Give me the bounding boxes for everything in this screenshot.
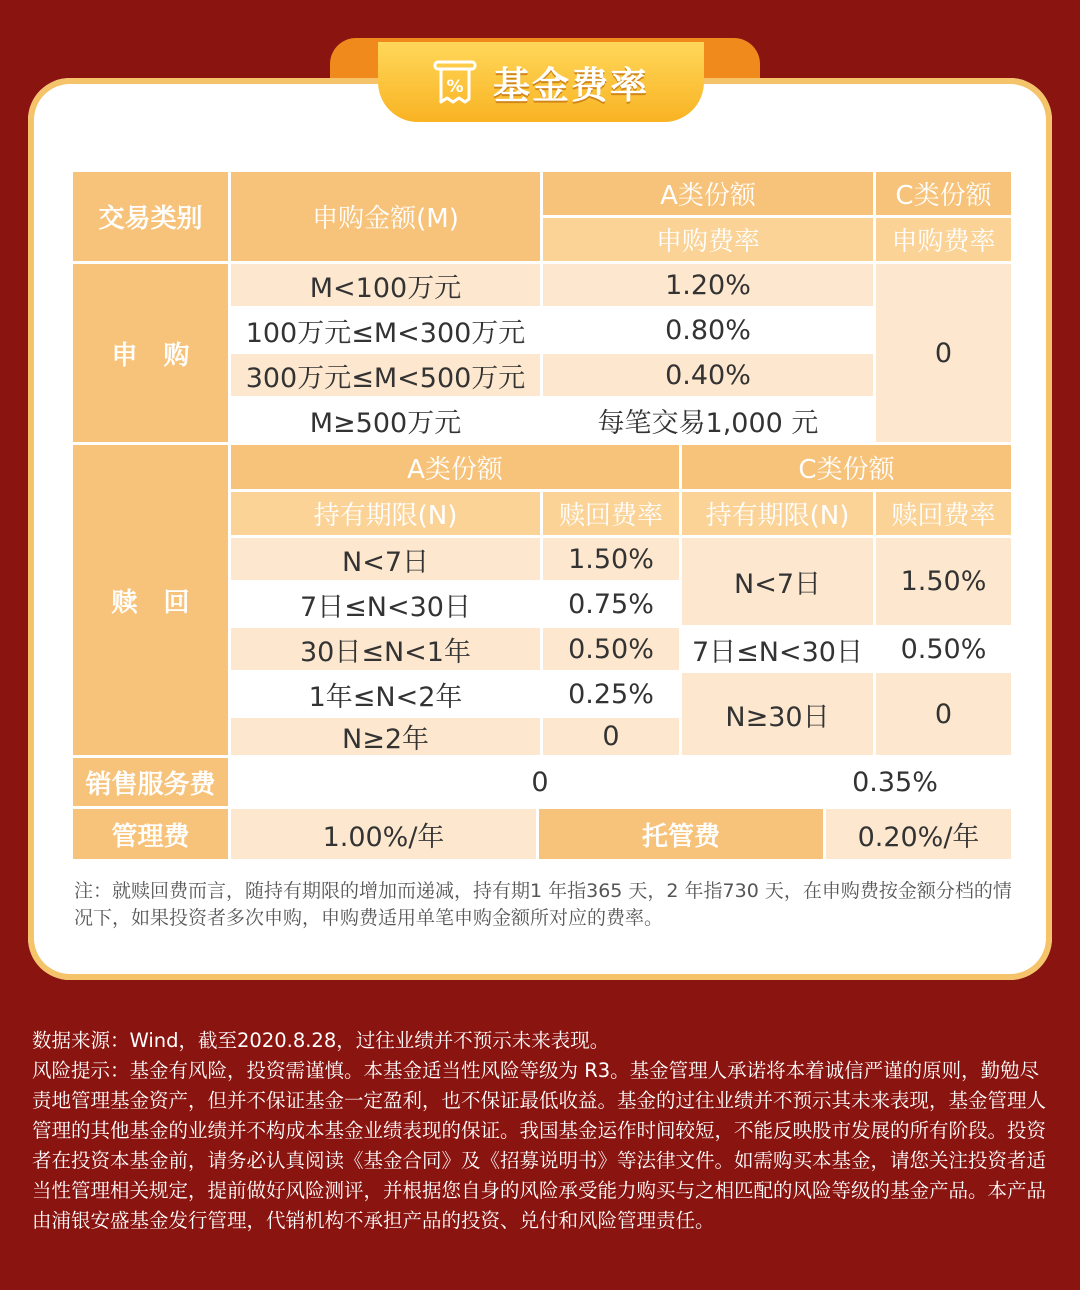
- redeem-header-c-share: C类份额: [682, 445, 1011, 489]
- page-title: 基金费率: [493, 64, 649, 107]
- header-c-share: C类份额: [876, 172, 1011, 215]
- redeem-c-period-cell: N<7日: [682, 538, 873, 625]
- redeem-a-rate-cell: 0.25%: [543, 673, 679, 715]
- redeem-c-period-cell: N≥30日: [682, 673, 873, 755]
- redeem-a-rate-cell: 0.75%: [543, 583, 679, 625]
- header-c-purchase-rate: 申购费率: [876, 218, 1011, 261]
- purchase-a-rate-cell: 0.40%: [543, 354, 873, 396]
- purchase-amount-cell: M≥500万元: [231, 399, 540, 442]
- custody-fee-value: 0.20%/年: [826, 809, 1011, 859]
- purchase-c-rate-cell: 0: [876, 264, 1011, 442]
- svg-text:%: %: [446, 77, 464, 97]
- redeem-a-rate-cell: 1.50%: [543, 538, 679, 580]
- redeem-header-a-period: 持有期限(N): [231, 492, 540, 535]
- purchase-amount-cell: 100万元≤M<300万元: [231, 309, 540, 351]
- redeem-a-period-cell: 7日≤N<30日: [231, 583, 540, 625]
- redeem-a-rate-cell: 0.50%: [543, 628, 679, 670]
- header-trade-type: 交易类别: [73, 172, 228, 261]
- custody-fee-label: 托管费: [539, 809, 823, 859]
- redeem-c-rate-cell: 1.50%: [876, 538, 1011, 625]
- service-fee-a-value: 0: [231, 758, 849, 806]
- title-tab: [378, 42, 704, 122]
- purchase-amount-cell: 300万元≤M<500万元: [231, 354, 540, 396]
- redeem-a-period-cell: N<7日: [231, 538, 540, 580]
- header-purchase-amount: 申购金额(M): [231, 172, 540, 261]
- redeem-c-rate-cell: 0: [876, 673, 1011, 755]
- service-fee-label: 销售服务费: [73, 758, 228, 806]
- redeem-a-period-cell: 1年≤N<2年: [231, 673, 540, 715]
- purchase-a-rate-cell: 1.20%: [543, 264, 873, 306]
- redeem-a-rate-cell: 0: [543, 718, 679, 755]
- management-fee-value: 1.00%/年: [231, 809, 536, 859]
- risk-warning-text: 风险提示：基金有风险，投资需谨慎。本基金适当性风险等级为 R3。基金管理人承诺将本着诚信严谨的原则，勤勉尽责地管理基金资产，但并不保证基金一定盈利，也不保证最低收益。基金的过往业绩并不预示其未来表现，基金管理人管理的其他基金的业绩并不构成本基金业绩表现的保证。我国基金运作时间较短，不能反映股市发展的所有阶段。投资者在投资本基金前，请务必认真阅读《基金合同》及《招募说明书》等法律文件。如需购买本基金，请您关注投资者适当性管理相关规定，提前做好风险测评，并根据您自身的风险承受能力购买与之相匹配的风险等级的基金产品。本产品由浦银安盛基金发行管理，代销机构不承担产品的投资、兑付和风险管理责任。: [32, 1059, 1047, 1232]
- purchase-amount-cell: M<100万元: [231, 264, 540, 306]
- purchase-label: 申 购: [73, 264, 228, 442]
- redeem-header-c-rate: 赎回费率: [876, 492, 1011, 535]
- redeem-header-a-rate: 赎回费率: [543, 492, 679, 535]
- data-source-text: 数据来源：Wind，截至2020.8.28，过往业绩并不预示未来表现。: [32, 1029, 610, 1052]
- redeem-c-period-cell: 7日≤N<30日: [682, 628, 873, 670]
- purchase-a-rate-cell: 每笔交易1,000 元: [543, 399, 873, 442]
- redeem-c-rate-cell: 0.50%: [876, 628, 1011, 670]
- purchase-a-rate-cell: 0.80%: [543, 309, 873, 351]
- redeem-a-period-cell: N≥2年: [231, 718, 540, 755]
- management-fee-label: 管理费: [73, 809, 228, 859]
- redeem-a-period-cell: 30日≤N<1年: [231, 628, 540, 670]
- redeem-label: 赎 回: [73, 445, 228, 755]
- header-a-share: A类份额: [543, 172, 873, 215]
- fee-note: 注：就赎回费而言，随持有期限的增加而递减，持有期1 年指365 天，2 年指730 天，在申购费按金额分档的情况下，如果投资者多次申购，申购费适用单笔申购金额所对应的费率。: [74, 880, 1012, 929]
- disclaimer-footer: [32, 1026, 1054, 1236]
- redeem-header-a-share: A类份额: [231, 445, 679, 489]
- percent-receipt-icon: [433, 59, 477, 105]
- redeem-header-c-period: 持有期限(N): [682, 492, 873, 535]
- header-a-purchase-rate: 申购费率: [543, 218, 873, 261]
- service-fee-c-value: 0.35%: [852, 766, 938, 798]
